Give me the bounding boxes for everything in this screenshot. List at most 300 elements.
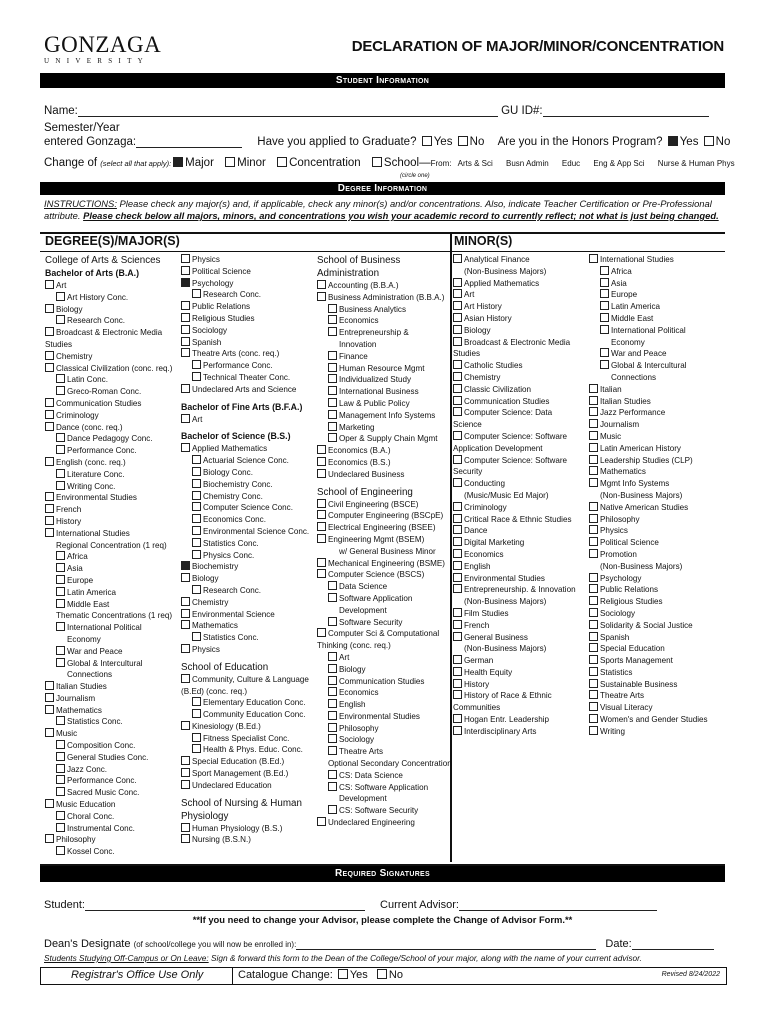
option-jazz-conc[interactable] bbox=[45, 764, 180, 776]
option-applied-mathematics[interactable] bbox=[453, 278, 587, 290]
checkbox-biology[interactable] bbox=[181, 573, 190, 582]
checkbox-asian-history[interactable] bbox=[453, 313, 462, 322]
option-cs-data-science[interactable] bbox=[317, 770, 450, 782]
option-sacred-music-conc[interactable] bbox=[45, 787, 180, 799]
checkbox-electrical-engineering-bsee[interactable] bbox=[317, 522, 326, 531]
option-dance-conc-req[interactable] bbox=[45, 422, 180, 434]
checkbox-computer-science-software[interactable] bbox=[453, 455, 462, 464]
school-option-education[interactable]: Educ bbox=[561, 159, 581, 168]
option-interdisciplinary-arts[interactable] bbox=[453, 726, 587, 738]
checkbox-communication-studies[interactable] bbox=[453, 396, 462, 405]
checkbox-catholic-studies[interactable] bbox=[453, 360, 462, 369]
checkbox-mechanical-engineering-bsme[interactable] bbox=[317, 558, 326, 567]
option-sports-management[interactable] bbox=[589, 655, 723, 667]
option-europe[interactable] bbox=[45, 575, 180, 587]
option-english[interactable] bbox=[453, 561, 587, 573]
option-art-history-conc[interactable] bbox=[45, 292, 180, 304]
checkbox-general-studies-conc[interactable] bbox=[56, 752, 65, 761]
option-chemistry[interactable] bbox=[181, 597, 316, 609]
option-physics[interactable] bbox=[589, 525, 723, 537]
checkbox-international-studies[interactable] bbox=[589, 254, 598, 263]
checkbox-music[interactable] bbox=[589, 431, 598, 440]
option-middle-east[interactable] bbox=[45, 599, 180, 611]
option-journalism[interactable] bbox=[589, 419, 723, 431]
option-global-intercultural[interactable] bbox=[589, 360, 723, 372]
checkbox-statistics-conc[interactable] bbox=[56, 716, 65, 725]
checkbox-digital-marketing[interactable] bbox=[453, 537, 462, 546]
option-individualized-study[interactable] bbox=[317, 374, 450, 386]
checkbox-dance-pedagogy-conc[interactable] bbox=[56, 433, 65, 442]
option-latin-american-history[interactable] bbox=[589, 443, 723, 455]
checkbox-art[interactable] bbox=[453, 289, 462, 298]
checkbox-accounting-b-b-a[interactable] bbox=[317, 280, 326, 289]
option-international-political[interactable] bbox=[45, 622, 180, 634]
option-theatre-arts-conc-req[interactable] bbox=[181, 348, 316, 360]
checkbox-marketing[interactable] bbox=[328, 422, 337, 431]
checkbox-dance[interactable] bbox=[453, 525, 462, 534]
checkbox-english-conc-req[interactable] bbox=[45, 457, 54, 466]
option-hogan-entr-leadership[interactable] bbox=[453, 714, 587, 726]
option-broadcast-electronic-media[interactable] bbox=[453, 337, 587, 349]
option-english-conc-req[interactable] bbox=[45, 457, 180, 469]
option-latin-conc[interactable] bbox=[45, 374, 180, 386]
option-international-studies[interactable] bbox=[45, 528, 180, 540]
checkbox-computer-science-software[interactable] bbox=[453, 431, 462, 440]
checkbox-promotion[interactable] bbox=[589, 549, 598, 558]
option-communication-studies[interactable] bbox=[317, 676, 450, 688]
option-law-public-policy[interactable] bbox=[317, 398, 450, 410]
option-visual-literacy[interactable] bbox=[589, 702, 723, 714]
option-chemistry[interactable] bbox=[45, 351, 180, 363]
option-physics-conc[interactable] bbox=[181, 550, 316, 562]
checkbox-spanish[interactable] bbox=[181, 337, 190, 346]
option-latin-america[interactable] bbox=[45, 587, 180, 599]
option-economics[interactable] bbox=[453, 549, 587, 561]
checkbox-art[interactable] bbox=[328, 652, 337, 661]
checkbox-entrepreneurship-innovation[interactable] bbox=[453, 584, 462, 593]
checkbox-french[interactable] bbox=[45, 504, 54, 513]
checkbox-art-history-conc[interactable] bbox=[56, 292, 65, 301]
option-dance-pedagogy-conc[interactable] bbox=[45, 433, 180, 445]
option-art[interactable] bbox=[317, 652, 450, 664]
checkbox-psychology[interactable] bbox=[181, 278, 190, 287]
option-mathematics[interactable] bbox=[45, 705, 180, 717]
option-theatre-arts[interactable] bbox=[317, 746, 450, 758]
checkbox-italian-studies[interactable] bbox=[45, 681, 54, 690]
option-sport-management-b-ed[interactable] bbox=[181, 768, 316, 780]
option-philosophy[interactable] bbox=[317, 723, 450, 735]
checkbox-special-education-b-ed[interactable] bbox=[181, 756, 190, 765]
checkbox-computer-science-conc[interactable] bbox=[192, 502, 201, 511]
option-italian-studies[interactable] bbox=[589, 396, 723, 408]
option-international-studies[interactable] bbox=[589, 254, 723, 266]
checkbox-biochemistry-conc[interactable] bbox=[192, 479, 201, 488]
option-statistics-conc[interactable] bbox=[181, 632, 316, 644]
checkbox-cs-software-application[interactable] bbox=[328, 782, 337, 791]
student-signature-field[interactable] bbox=[85, 899, 365, 911]
gu-id-field[interactable] bbox=[543, 105, 709, 117]
checkbox-economics-b-s[interactable] bbox=[317, 457, 326, 466]
option-native-american-studies[interactable] bbox=[589, 502, 723, 514]
option-sociology[interactable] bbox=[181, 325, 316, 337]
checkbox-special-education[interactable] bbox=[589, 643, 598, 652]
checkbox-religious-studies[interactable] bbox=[181, 313, 190, 322]
checkbox-native-american-studies[interactable] bbox=[589, 502, 598, 511]
checkbox-war-and-peace[interactable] bbox=[56, 646, 65, 655]
checkbox-performance-conc[interactable] bbox=[56, 775, 65, 784]
checkbox-english[interactable] bbox=[328, 699, 337, 708]
checkbox-latin-america[interactable] bbox=[56, 587, 65, 596]
option-public-relations[interactable] bbox=[181, 301, 316, 313]
checkbox-war-and-peace[interactable] bbox=[600, 348, 609, 357]
checkbox-africa[interactable] bbox=[56, 551, 65, 560]
checkbox-public-relations[interactable] bbox=[181, 301, 190, 310]
checkbox-fitness-specialist-conc[interactable] bbox=[192, 733, 201, 742]
option-communication-studies[interactable] bbox=[453, 396, 587, 408]
grad-yes-checkbox[interactable] bbox=[422, 136, 432, 146]
option-chemistry-conc[interactable] bbox=[181, 491, 316, 503]
checkbox-chemistry-conc[interactable] bbox=[192, 491, 201, 500]
option-classic-civilization[interactable] bbox=[453, 384, 587, 396]
option-statistics-conc[interactable] bbox=[45, 716, 180, 728]
checkbox-sports-management[interactable] bbox=[589, 655, 598, 664]
option-environmental-studies[interactable] bbox=[317, 711, 450, 723]
checkbox-art-history[interactable] bbox=[453, 301, 462, 310]
checkbox-communication-studies[interactable] bbox=[328, 676, 337, 685]
checkbox-data-science[interactable] bbox=[328, 581, 337, 590]
checkbox-statistics-conc[interactable] bbox=[192, 632, 201, 641]
checkbox-research-conc[interactable] bbox=[56, 315, 65, 324]
option-french[interactable] bbox=[453, 620, 587, 632]
option-psychology[interactable] bbox=[181, 278, 316, 290]
option-undeclared-education[interactable] bbox=[181, 780, 316, 792]
option-data-science[interactable] bbox=[317, 581, 450, 593]
option-environmental-science[interactable] bbox=[181, 609, 316, 621]
option-spanish[interactable] bbox=[181, 337, 316, 349]
option-political-science[interactable] bbox=[181, 266, 316, 278]
checkbox-sacred-music-conc[interactable] bbox=[56, 787, 65, 796]
option-business-administration-b-b-a[interactable] bbox=[317, 292, 450, 304]
checkbox-sociology[interactable] bbox=[589, 608, 598, 617]
option-applied-mathematics[interactable] bbox=[181, 443, 316, 455]
option-undeclared-engineering[interactable] bbox=[317, 817, 450, 829]
option-cs-software-security[interactable] bbox=[317, 805, 450, 817]
option-catholic-studies[interactable] bbox=[453, 360, 587, 372]
option-kossel-conc[interactable] bbox=[45, 846, 180, 858]
option-art[interactable] bbox=[181, 414, 316, 426]
checkbox-kinesiology-b-ed[interactable] bbox=[181, 721, 190, 730]
checkbox-finance[interactable] bbox=[328, 351, 337, 360]
option-mathematics[interactable] bbox=[589, 466, 723, 478]
option-health-equity[interactable] bbox=[453, 667, 587, 679]
option-sustainable-business[interactable] bbox=[589, 679, 723, 691]
checkbox-actuarial-science-conc[interactable] bbox=[192, 455, 201, 464]
option-human-physiology-b-s[interactable] bbox=[181, 823, 316, 835]
checkbox-europe[interactable] bbox=[56, 575, 65, 584]
checkbox-classic-civilization[interactable] bbox=[453, 384, 462, 393]
checkbox-writing[interactable] bbox=[589, 726, 598, 735]
option-asian-history[interactable] bbox=[453, 313, 587, 325]
option-health-phys-educ-conc[interactable] bbox=[181, 744, 316, 756]
option-music[interactable] bbox=[589, 431, 723, 443]
option-environmental-studies[interactable] bbox=[453, 573, 587, 585]
option-french[interactable] bbox=[45, 504, 180, 516]
checkbox-nursing-b-s-n[interactable] bbox=[181, 834, 190, 843]
checkbox-computer-science-data[interactable] bbox=[453, 407, 462, 416]
checkbox-undeclared-business[interactable] bbox=[317, 469, 326, 478]
checkbox-broadcast-electronic-media[interactable] bbox=[453, 337, 462, 346]
checkbox-research-conc[interactable] bbox=[192, 585, 201, 594]
checkbox-global-intercultural[interactable] bbox=[600, 360, 609, 369]
option-special-education-b-ed[interactable] bbox=[181, 756, 316, 768]
option-entrepreneurship[interactable] bbox=[317, 327, 450, 339]
option-history[interactable] bbox=[45, 516, 180, 528]
checkbox-physics[interactable] bbox=[181, 644, 190, 653]
checkbox-economics-b-a[interactable] bbox=[317, 445, 326, 454]
checkbox-kossel-conc[interactable] bbox=[56, 846, 65, 855]
checkbox-mathematics[interactable] bbox=[589, 466, 598, 475]
checkbox-individualized-study[interactable] bbox=[328, 374, 337, 383]
checkbox-biology[interactable] bbox=[45, 304, 54, 313]
checkbox-international-studies[interactable] bbox=[45, 528, 54, 537]
option-human-resource-mgmt[interactable] bbox=[317, 363, 450, 375]
checkbox-management-info-systems[interactable] bbox=[328, 410, 337, 419]
option-performance-conc[interactable] bbox=[45, 445, 180, 457]
checkbox-performance-conc[interactable] bbox=[192, 360, 201, 369]
checkbox-economics[interactable] bbox=[328, 687, 337, 696]
option-research-conc[interactable] bbox=[181, 585, 316, 597]
honors-yes-checkbox[interactable] bbox=[668, 136, 678, 146]
option-biochemistry-conc[interactable] bbox=[181, 479, 316, 491]
checkbox-solidarity-social-justice[interactable] bbox=[589, 620, 598, 629]
option-oper-supply-chain-mgmt[interactable] bbox=[317, 433, 450, 445]
checkbox-global-intercultural[interactable] bbox=[56, 658, 65, 667]
option-literature-conc[interactable] bbox=[45, 469, 180, 481]
checkbox-literature-conc[interactable] bbox=[56, 469, 65, 478]
checkbox-economics[interactable] bbox=[328, 315, 337, 324]
option-art[interactable] bbox=[45, 280, 180, 292]
option-history-of-race-ethnic[interactable] bbox=[453, 690, 587, 702]
checkbox-italian-studies[interactable] bbox=[589, 396, 598, 405]
checkbox-history[interactable] bbox=[45, 516, 54, 525]
option-computer-sci-computational[interactable] bbox=[317, 628, 450, 640]
checkbox-law-public-policy[interactable] bbox=[328, 398, 337, 407]
checkbox-dance-conc-req[interactable] bbox=[45, 422, 54, 431]
checkbox-statistics[interactable] bbox=[589, 667, 598, 676]
checkbox-criminology[interactable] bbox=[453, 502, 462, 511]
checkbox-latin-america[interactable] bbox=[600, 301, 609, 310]
option-women-s-and-gender-studies[interactable] bbox=[589, 714, 723, 726]
option-research-conc[interactable] bbox=[181, 289, 316, 301]
checkbox-political-science[interactable] bbox=[589, 537, 598, 546]
checkbox-biology[interactable] bbox=[453, 325, 462, 334]
option-film-studies[interactable] bbox=[453, 608, 587, 620]
option-history[interactable] bbox=[453, 679, 587, 691]
checkbox-french[interactable] bbox=[453, 620, 462, 629]
checkbox-environmental-studies[interactable] bbox=[328, 711, 337, 720]
option-electrical-engineering-bsee[interactable] bbox=[317, 522, 450, 534]
checkbox-jazz-conc[interactable] bbox=[56, 764, 65, 773]
checkbox-research-conc[interactable] bbox=[192, 289, 201, 298]
option-digital-marketing[interactable] bbox=[453, 537, 587, 549]
option-finance[interactable] bbox=[317, 351, 450, 363]
option-computer-science-bscs[interactable] bbox=[317, 569, 450, 581]
option-europe[interactable] bbox=[589, 289, 723, 301]
checkbox-sociology[interactable] bbox=[328, 734, 337, 743]
semester-field[interactable] bbox=[136, 136, 242, 148]
option-greco-roman-conc[interactable] bbox=[45, 386, 180, 398]
checkbox-philosophy[interactable] bbox=[45, 834, 54, 843]
checkbox-international-political[interactable] bbox=[56, 622, 65, 631]
change-minor-checkbox[interactable] bbox=[225, 157, 235, 167]
checkbox-theatre-arts-conc-req[interactable] bbox=[181, 348, 190, 357]
school-option-arts[interactable]: Arts & Sci bbox=[457, 159, 493, 168]
catalogue-yes-checkbox[interactable] bbox=[338, 969, 348, 979]
option-environmental-science-conc[interactable] bbox=[181, 526, 316, 538]
checkbox-physics-conc[interactable] bbox=[192, 550, 201, 559]
checkbox-asia[interactable] bbox=[600, 278, 609, 287]
option-statistics[interactable] bbox=[589, 667, 723, 679]
checkbox-art[interactable] bbox=[45, 280, 54, 289]
checkbox-mathematics[interactable] bbox=[45, 705, 54, 714]
option-journalism[interactable] bbox=[45, 693, 180, 705]
checkbox-cs-data-science[interactable] bbox=[328, 770, 337, 779]
checkbox-journalism[interactable] bbox=[589, 419, 598, 428]
change-major-checkbox[interactable] bbox=[173, 157, 183, 167]
option-special-education[interactable] bbox=[589, 643, 723, 655]
checkbox-latin-american-history[interactable] bbox=[589, 443, 598, 452]
option-public-relations[interactable] bbox=[589, 584, 723, 596]
option-computer-science-software[interactable] bbox=[453, 431, 587, 443]
option-biology-conc[interactable] bbox=[181, 467, 316, 479]
option-mathematics[interactable] bbox=[181, 620, 316, 632]
checkbox-performance-conc[interactable] bbox=[56, 445, 65, 454]
option-fitness-specialist-conc[interactable] bbox=[181, 733, 316, 745]
option-community-education-conc[interactable] bbox=[181, 709, 316, 721]
checkbox-business-analytics[interactable] bbox=[328, 304, 337, 313]
checkbox-classical-civilization-conc-req[interactable] bbox=[45, 363, 54, 372]
checkbox-history-of-race-ethnic[interactable] bbox=[453, 690, 462, 699]
option-computer-science-conc[interactable] bbox=[181, 502, 316, 514]
checkbox-environmental-science-conc[interactable] bbox=[192, 526, 201, 535]
option-general-business[interactable] bbox=[453, 632, 587, 644]
option-writing[interactable] bbox=[589, 726, 723, 738]
checkbox-software-application[interactable] bbox=[328, 593, 337, 602]
option-civil-engineering-bsce[interactable] bbox=[317, 499, 450, 511]
checkbox-critical-race-ethnic-studies[interactable] bbox=[453, 514, 462, 523]
checkbox-communication-studies[interactable] bbox=[45, 398, 54, 407]
option-criminology[interactable] bbox=[45, 410, 180, 422]
option-performance-conc[interactable] bbox=[181, 360, 316, 372]
option-software-application[interactable] bbox=[317, 593, 450, 605]
checkbox-environmental-studies[interactable] bbox=[453, 573, 462, 582]
checkbox-computer-science-bscs[interactable] bbox=[317, 569, 326, 578]
option-war-and-peace[interactable] bbox=[45, 646, 180, 658]
dean-signature-field[interactable] bbox=[296, 938, 596, 950]
option-economics[interactable] bbox=[317, 315, 450, 327]
option-africa[interactable] bbox=[589, 266, 723, 278]
checkbox-undeclared-education[interactable] bbox=[181, 780, 190, 789]
checkbox-physics[interactable] bbox=[589, 525, 598, 534]
option-music[interactable] bbox=[45, 728, 180, 740]
checkbox-statistics-conc[interactable] bbox=[192, 538, 201, 547]
checkbox-conducting[interactable] bbox=[453, 478, 462, 487]
checkbox-theatre-arts[interactable] bbox=[328, 746, 337, 755]
checkbox-latin-conc[interactable] bbox=[56, 374, 65, 383]
option-english[interactable] bbox=[317, 699, 450, 711]
checkbox-choral-conc[interactable] bbox=[56, 811, 65, 820]
checkbox-community-education-conc[interactable] bbox=[192, 709, 201, 718]
checkbox-biology-conc[interactable] bbox=[192, 467, 201, 476]
honors-no-checkbox[interactable] bbox=[704, 136, 714, 146]
option-psychology[interactable] bbox=[589, 573, 723, 585]
option-conducting[interactable] bbox=[453, 478, 587, 490]
checkbox-italian[interactable] bbox=[589, 384, 598, 393]
option-dance[interactable] bbox=[453, 525, 587, 537]
option-physics[interactable] bbox=[181, 254, 316, 266]
school-option-nursing[interactable]: Nurse & Human Phys bbox=[657, 159, 735, 168]
option-elementary-education-conc[interactable] bbox=[181, 697, 316, 709]
option-global-intercultural[interactable] bbox=[45, 658, 180, 670]
option-leadership-studies-clp[interactable] bbox=[589, 455, 723, 467]
option-theatre-arts[interactable] bbox=[589, 690, 723, 702]
checkbox-economics-conc[interactable] bbox=[192, 514, 201, 523]
checkbox-africa[interactable] bbox=[600, 266, 609, 275]
checkbox-mathematics[interactable] bbox=[181, 620, 190, 629]
checkbox-biochemistry[interactable] bbox=[181, 561, 190, 570]
checkbox-international-business[interactable] bbox=[328, 386, 337, 395]
option-community-culture-language[interactable] bbox=[181, 674, 316, 686]
option-asia[interactable] bbox=[589, 278, 723, 290]
checkbox-civil-engineering-bsce[interactable] bbox=[317, 499, 326, 508]
option-computer-engineering-bscpe[interactable] bbox=[317, 510, 450, 522]
checkbox-music[interactable] bbox=[45, 728, 54, 737]
option-statistics-conc[interactable] bbox=[181, 538, 316, 550]
option-research-conc[interactable] bbox=[45, 315, 180, 327]
option-general-studies-conc[interactable] bbox=[45, 752, 180, 764]
checkbox-religious-studies[interactable] bbox=[589, 596, 598, 605]
option-art-history[interactable] bbox=[453, 301, 587, 313]
checkbox-chemistry[interactable] bbox=[453, 372, 462, 381]
checkbox-film-studies[interactable] bbox=[453, 608, 462, 617]
checkbox-visual-literacy[interactable] bbox=[589, 702, 598, 711]
option-biology[interactable] bbox=[45, 304, 180, 316]
option-economics-b-s[interactable] bbox=[317, 457, 450, 469]
checkbox-middle-east[interactable] bbox=[56, 599, 65, 608]
checkbox-interdisciplinary-arts[interactable] bbox=[453, 726, 462, 735]
option-classical-civilization-conc-req[interactable] bbox=[45, 363, 180, 375]
checkbox-hogan-entr-leadership[interactable] bbox=[453, 714, 462, 723]
option-jazz-performance[interactable] bbox=[589, 407, 723, 419]
checkbox-criminology[interactable] bbox=[45, 410, 54, 419]
option-critical-race-ethnic-studies[interactable] bbox=[453, 514, 587, 526]
option-international-political[interactable] bbox=[589, 325, 723, 337]
checkbox-business-administration-b-b-a[interactable] bbox=[317, 292, 326, 301]
checkbox-environmental-studies[interactable] bbox=[45, 492, 54, 501]
checkbox-psychology[interactable] bbox=[589, 573, 598, 582]
catalogue-no-checkbox[interactable] bbox=[377, 969, 387, 979]
checkbox-computer-engineering-bscpe[interactable] bbox=[317, 510, 326, 519]
checkbox-english[interactable] bbox=[453, 561, 462, 570]
option-criminology[interactable] bbox=[453, 502, 587, 514]
option-physics[interactable] bbox=[181, 644, 316, 656]
checkbox-public-relations[interactable] bbox=[589, 584, 598, 593]
option-business-analytics[interactable] bbox=[317, 304, 450, 316]
option-computer-science-software[interactable] bbox=[453, 455, 587, 467]
option-biology[interactable] bbox=[453, 325, 587, 337]
option-cs-software-application[interactable] bbox=[317, 782, 450, 794]
option-economics-conc[interactable] bbox=[181, 514, 316, 526]
